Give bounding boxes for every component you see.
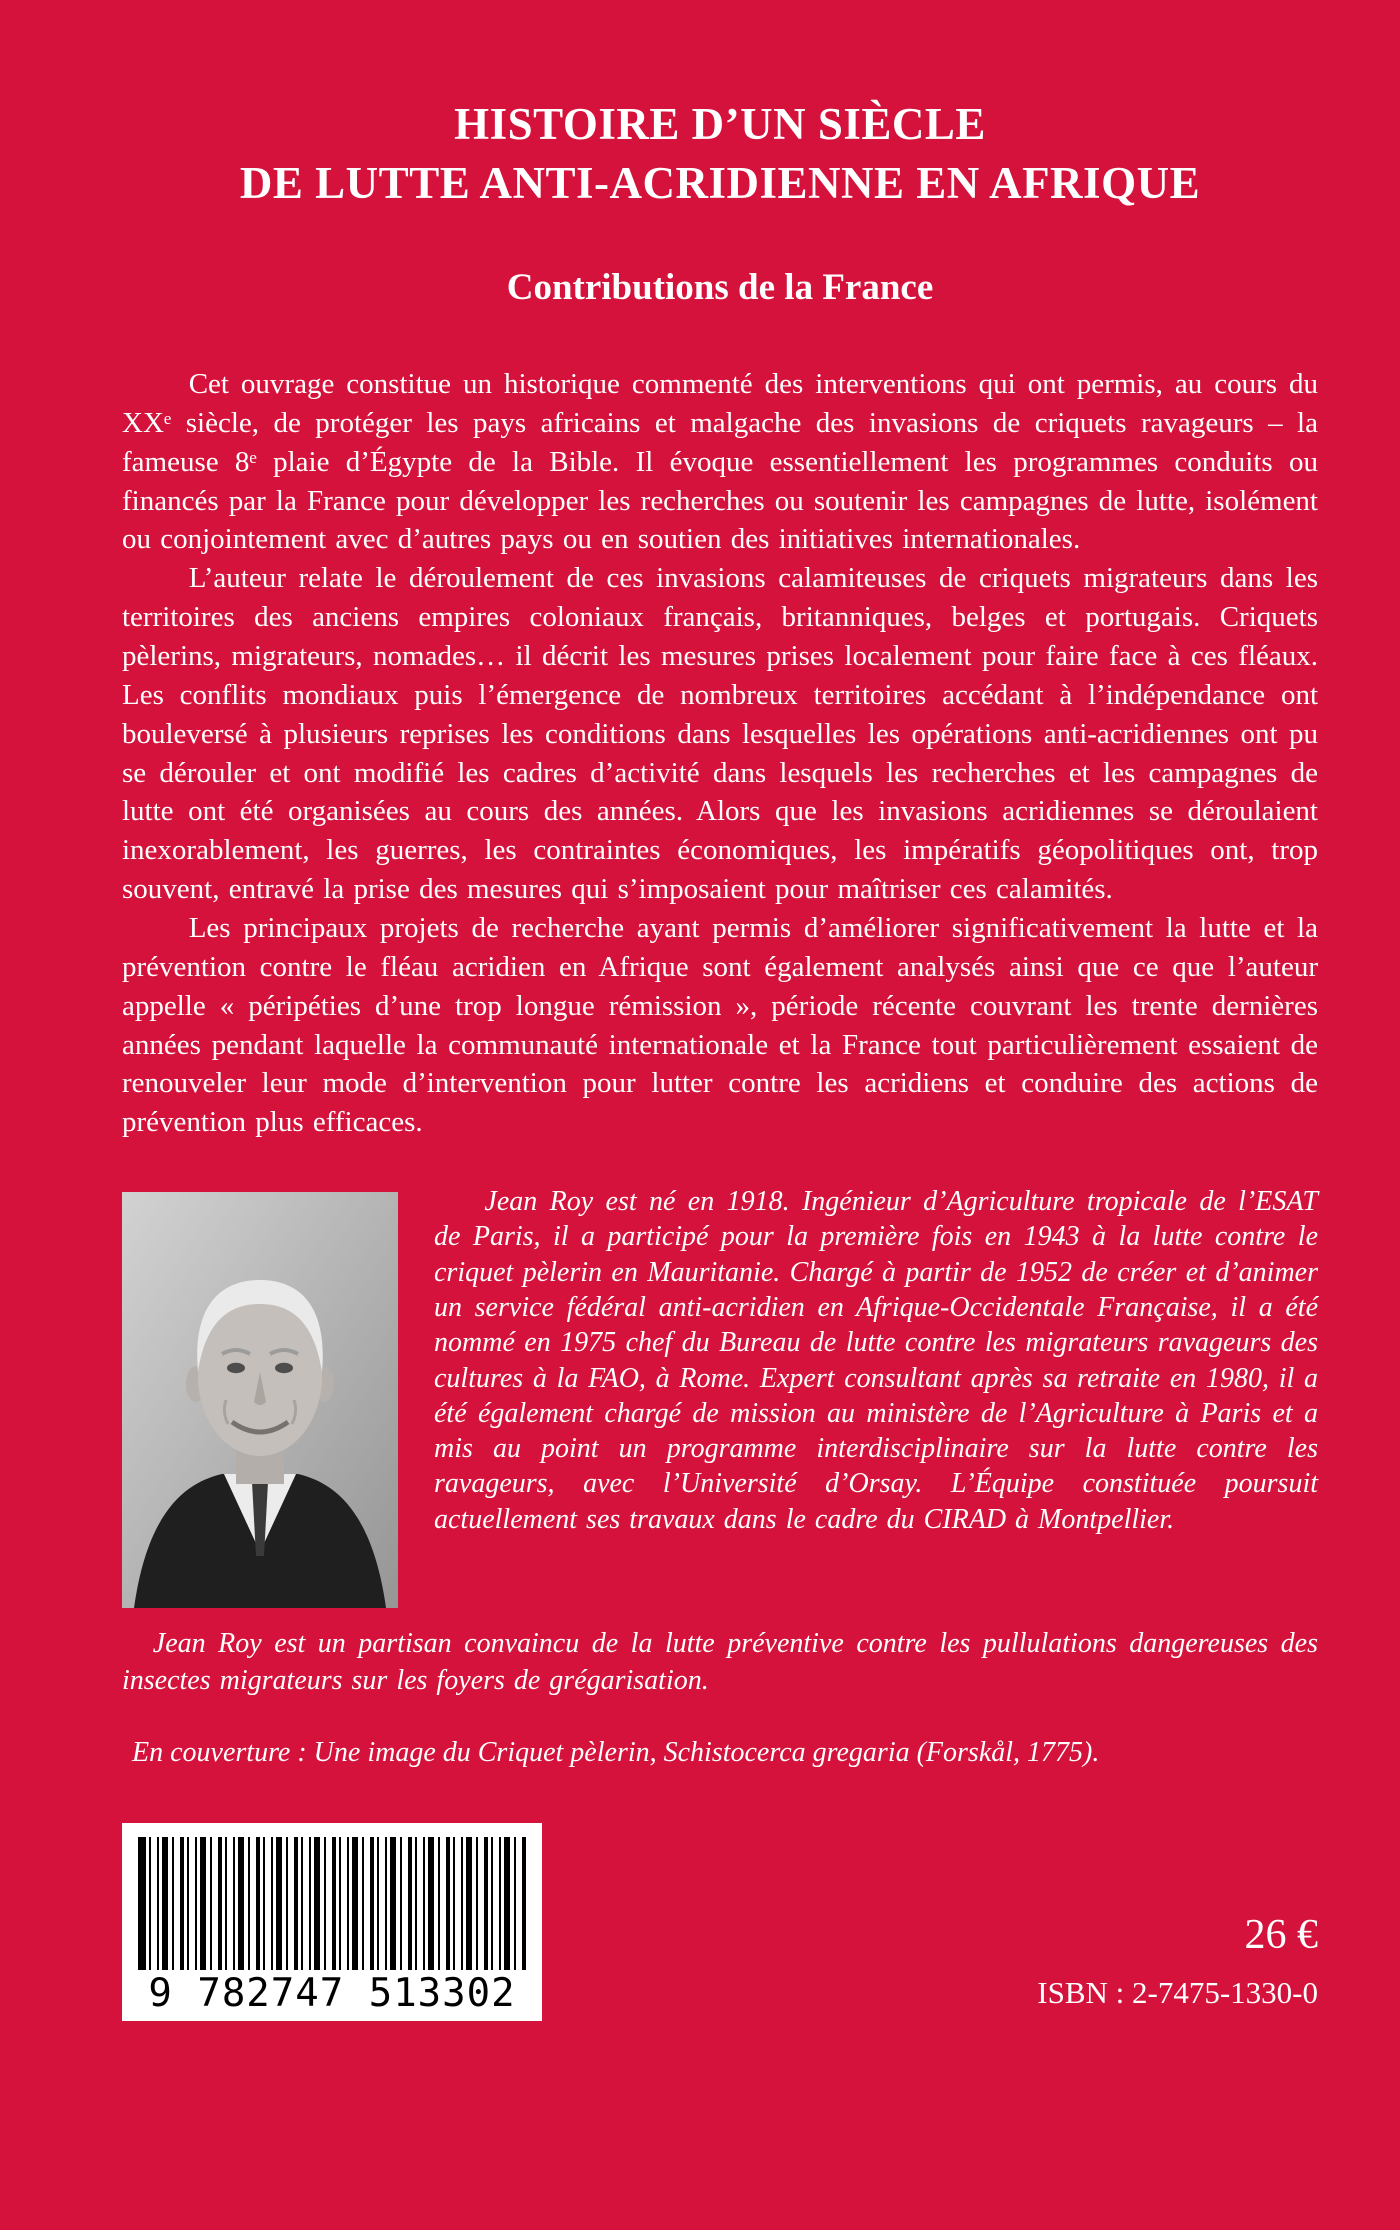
synopsis-paragraph-2: L’auteur relate le déroulement de ces invasions calamiteuses de criquets migrateurs dans les territoires des anciens empires coloniaux français, britanniques, belges et portugais. Criquets pèlerins, migrateurs, nomades… il décrit les mesures prises localement pour faire face à ces fléaux. Les conflits mondiaux puis l’émergence de nombreux territoires accédant à l’indépendance ont bouleversé à plusieurs reprises les conditions dans lesquelles les opérations anti-acridiennes ont pu se dérouler et ont modifié les cadres d’activité dans lesquels les recherches et les campagnes de lutte ont été organisées au cours des années. Alors que les invasions acridiennes se déroulaient inexorablement, les guerres, les contraintes économiques, les impératifs géopolitiques ont, trop souvent, entravé la prise des mesures qui s’imposaient pour maîtriser ces calamités. <box>122 562 1318 906</box>
author-bio-section <box>122 1184 1318 1618</box>
synopsis <box>122 365 1318 1142</box>
synopsis-paragraph-1: Cet ouvrage constitue un historique commenté des interventions qui ont permis, au cours du XXᵉ siècle, de protéger les pays africains et malgache des invasions de criquets ravageurs – la fameuse 8ᵉ plaie d’Égypte de la Bible. Il évoque essentiellement les programmes conduits ou financés par la France pour développer les recherches ou soutenir les campagnes de lutte, isolément ou conjointement avec d’autres pays ou en soutien des initiatives internationales. <box>122 368 1318 556</box>
footer <box>122 1823 1318 2021</box>
title-line-1: HISTOIRE D’UN SIÈCLE <box>454 99 986 149</box>
page-title <box>122 95 1318 212</box>
price: 26 € <box>1244 1911 1318 1958</box>
isbn: ISBN : 2-7475-1330-0 <box>1037 1974 1318 2010</box>
title-line-2: DE LUTTE ANTI-ACRIDIENNE EN AFRIQUE <box>239 157 1201 208</box>
synopsis-paragraph-3: Les principaux projets de recherche ayant permis d’améliorer significativement la lutte et la prévention contre le fléau acridien en Afrique sont également analysés ainsi que ce que l’auteur appelle « péripéties d’une trop longue rémission », période récente couvrant les trente dernières années pendant laquelle la communauté internationale et la France tout particulièrement essaient de renouveler leur mode d’intervention pour lutter contre les acridiens et conduire des actions de prévention plus efficaces. <box>122 912 1318 1139</box>
barcode <box>122 1823 542 2021</box>
price-isbn-block <box>1037 1911 1318 2011</box>
subtitle: Contributions de la France <box>506 267 934 308</box>
barcode-bars <box>138 1837 526 1970</box>
author-bio-text: Jean Roy est né en 1918. Ingénieur d’Agriculture tropicale de l’ESAT de Paris, il a participé pour la première fois en 1943 à la lutte contre le criquet pèlerin en Mauritanie. Chargé à partir de 1952 de créer et d’animer un service fédéral anti-acridien en Afrique-Occidentale Française, il a été nommé en 1975 chef du Bureau de lutte contre les migrateurs ravageurs des cultures à la FAO, à Rome. Expert consultant après sa retraite en 1980, il a été également chargé de mission au ministère de l’Agriculture à Paris et a mis au point un programme interdisciplinaire sur la lutte contre les ravageurs, avec l’Université d’Orsay. L’Équipe constituée poursuit actuellement ses travaux dans le cadre du CIRAD à Montpellier. <box>434 1186 1318 1535</box>
author-bio-note: Jean Roy est un partisan convaincu de la lutte préventive contre les pullulations dangereuses des insectes migrateurs sur les foyers de grégarisation. <box>122 1628 1318 1696</box>
cover-credit: En couverture : Une image du Criquet pèlerin, Schistocerca gregaria (Forskål, 1775). <box>132 1736 1100 1768</box>
author-photo <box>122 1192 398 1608</box>
barcode-digits: 9 782747 513302 <box>148 1970 516 2016</box>
